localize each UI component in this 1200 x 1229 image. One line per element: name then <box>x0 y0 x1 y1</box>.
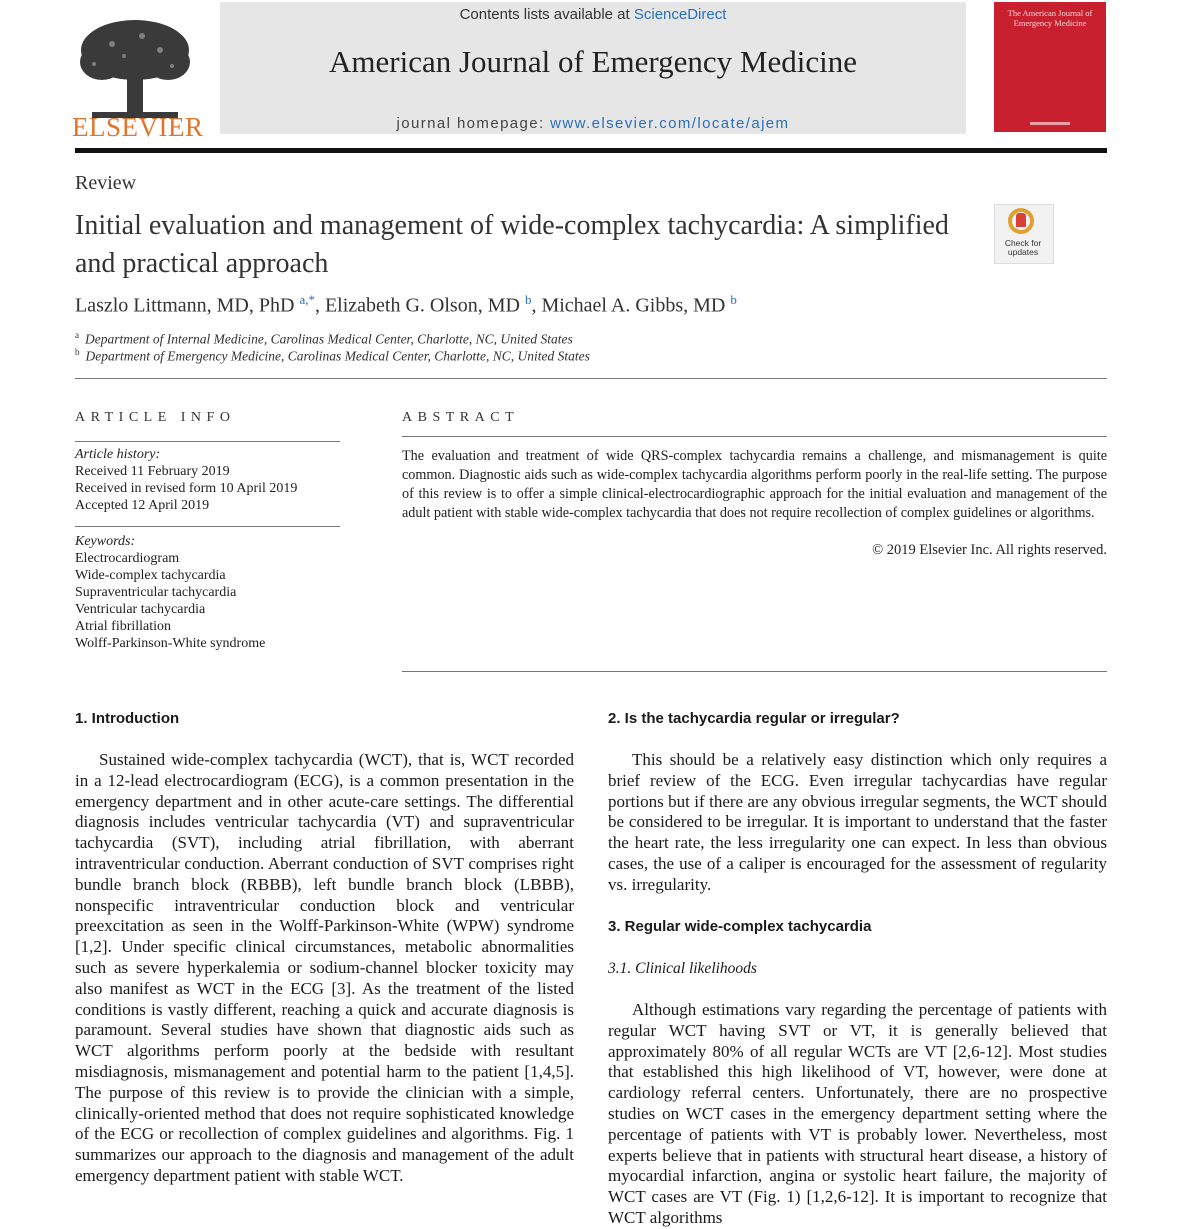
article-info-heading: ARTICLE INFO <box>75 410 236 425</box>
section-paragraph: This should be a relatively easy distinction which only requires a brief review of the ECG. Even irregular tachycardias have regular portions but if there are any obvious irregular segments, the WCT should be considered to be irregular. It is important to understand that the faster the heart rate, the less irregularity one can expect. In less than obvious cases, the use of a caliper is encouraged for the assessment of regularity vs. irregularity. <box>608 750 1107 894</box>
affiliation <box>75 347 590 365</box>
abstract-heading: ABSTRACT <box>402 410 520 425</box>
homepage-prefix: journal homepage: <box>396 115 551 132</box>
keyword[interactable]: Ventricular tachycardia <box>75 602 206 617</box>
author-affil-mark[interactable]: b <box>524 292 532 307</box>
journal-title: American Journal of Emergency Medicine <box>329 44 857 79</box>
abstract-rule <box>402 436 1107 437</box>
keywords-rule <box>75 526 340 527</box>
author-name[interactable]: Michael A. Gibbs, MD <box>541 294 726 317</box>
keyword[interactable]: Electrocardiogram <box>75 551 180 566</box>
keyword[interactable]: Wide-complex tachycardia <box>75 568 226 583</box>
introduction-paragraph: Sustained wide-complex tachycardia (WCT), that is, WCT recorded in a 12-lead electrocardiogram (ECG), is a common presentation in the emergency department and in other acute-care settings. The differential diagnosis includes ventricular tachycardia (VT) and supraventricular tachycardia (SVT), including atrial fibrillation, with aberrant intraventricular conduction. Aberrant conduction of SVT comprises right bundle branch block (RBBB), left bundle branch block (LBBB), nonspecific intraventricular conduction block and ventricular preexcitation as seen in the Wolff-Parkinson-White (WPW) syndrome [1,2]. Under specific clinical circumstances, metabolic abnormalities such as severe hyperkalemia or sodium-channel blocker toxicity may also manifest as WCT in the ECG [3]. As the treatment of the listed conditions is vastly different, reaching a quick and accurate diagnosis is paramount. Several studies have shown that diagnostic aids such as WCT algorithms perform poorly at the bedside with resultant misdiagnosis, mismanagement and potential harm to the patient [1,4,5]. The purpose of this review is to provide the clinician with a simple, clinically-oriented method that does not require sophisticated knowledge of the ECG or recollection of complex guidelines and algorithms. Fig. 1 summarizes our approach to the diagnosis and management of the adult emergency department patient with stable WCT. <box>75 750 574 1185</box>
section-heading: 3. Regular wide-complex tachycardia <box>608 918 872 935</box>
history-entry: Received 11 February 2019 <box>75 464 230 479</box>
affiliation-text: Department of Internal Medicine, Carolinas Medical Center, Charlotte, NC, United States <box>85 331 573 347</box>
affiliation-mark: a <box>75 330 79 340</box>
section-divider <box>75 378 1107 379</box>
author-affil-mark[interactable]: b <box>730 292 737 307</box>
elsevier-wordmark: ELSEVIER <box>72 112 204 142</box>
abstract-text: The evaluation and treatment of wide QRS-complex tachycardia remains a challenge, and mismanagement is quite common. Diagnostic aids such as wide-complex tachycardia algorithms perform poorly in the real-life setting. The purpose of this review is to offer a simple clinical-electrocardiographic approach for the initial evaluation and management of the adult patient with stable wide-complex tachycardia that does not require recollection of complex guidelines or algorithms. <box>402 448 1107 521</box>
sciencedirect-link[interactable]: ScienceDirect <box>633 6 727 23</box>
article-title: Initial evaluation and management of wide-complex tachycardia: A simplified and practical approach <box>75 210 949 279</box>
cover-title: The American Journal of Emergency Medicine <box>1007 8 1093 28</box>
check-for-updates-label: Check for updates <box>1004 238 1042 257</box>
keyword[interactable]: Atrial fibrillation <box>75 619 172 634</box>
keyword[interactable]: Supraventricular tachycardia <box>75 585 237 600</box>
homepage-link[interactable]: www.elsevier.com/locate/ajem <box>550 115 790 132</box>
cover-footer-mark <box>1030 122 1070 125</box>
abstract-bottom-rule <box>402 671 1107 672</box>
crossmark-bookmark-icon <box>1016 213 1026 227</box>
history-entry: Received in revised form 10 April 2019 <box>75 481 298 496</box>
header-rule <box>75 148 1107 153</box>
affiliation <box>75 330 573 348</box>
keywords-label: Keywords: <box>75 534 136 549</box>
journal-homepage <box>220 115 966 132</box>
history-entry: Accepted 12 April 2019 <box>75 498 210 513</box>
subsection-heading: 3.1. Clinical likelihoods <box>608 960 757 977</box>
article-type: Review <box>75 172 137 194</box>
article-info-rule <box>75 441 340 442</box>
section-paragraph: Although estimations vary regarding the percentage of patients with regular WCT having SVT or VT, it is generally believed that approximately 80% of all regular WCTs are VT [2,6-12]. Most studies that established this high likelihood of VT, however, were done at cardiology referral centers. Unfortunately, there are no prospective studies on WCT cases in the emergency department setting where the percentage of patients with VT is probably lower. Nevertheless, most experts believe that in patients with structural heart disease, a history of myocardial infarction, angina or systolic heart failure, the majority of WCT cases are VT (Fig. 1) [1,2,6-12]. It is important to recognize that WCT algorithms <box>608 1000 1107 1227</box>
copyright-notice: © 2019 Elsevier Inc. All rights reserved. <box>872 542 1107 558</box>
author-name[interactable]: Laszlo Littmann, MD, PhD <box>75 294 295 317</box>
author-affil-mark[interactable]: a,* <box>299 292 315 307</box>
section-heading: 1. Introduction <box>75 710 180 727</box>
contents-line <box>220 6 966 23</box>
affiliation-text: Department of Emergency Medicine, Carolinas Medical Center, Charlotte, NC, United States <box>85 348 590 364</box>
affiliation-mark: b <box>75 347 80 357</box>
article-history-label: Article history: <box>75 447 161 462</box>
keyword[interactable]: Wolff-Parkinson-White syndrome <box>75 636 266 651</box>
section-heading: 2. Is the tachycardia regular or irregular? <box>608 710 900 727</box>
contents-prefix: Contents lists available at <box>459 6 634 23</box>
author-name[interactable]: Elizabeth G. Olson, MD <box>324 294 520 317</box>
author-list: Laszlo Littmann, MD, PhD $^{a,*}$, Elizabeth G. Olson, MD $^b$, Michael A. Gibbs, MD $^b$ <box>75 292 737 317</box>
